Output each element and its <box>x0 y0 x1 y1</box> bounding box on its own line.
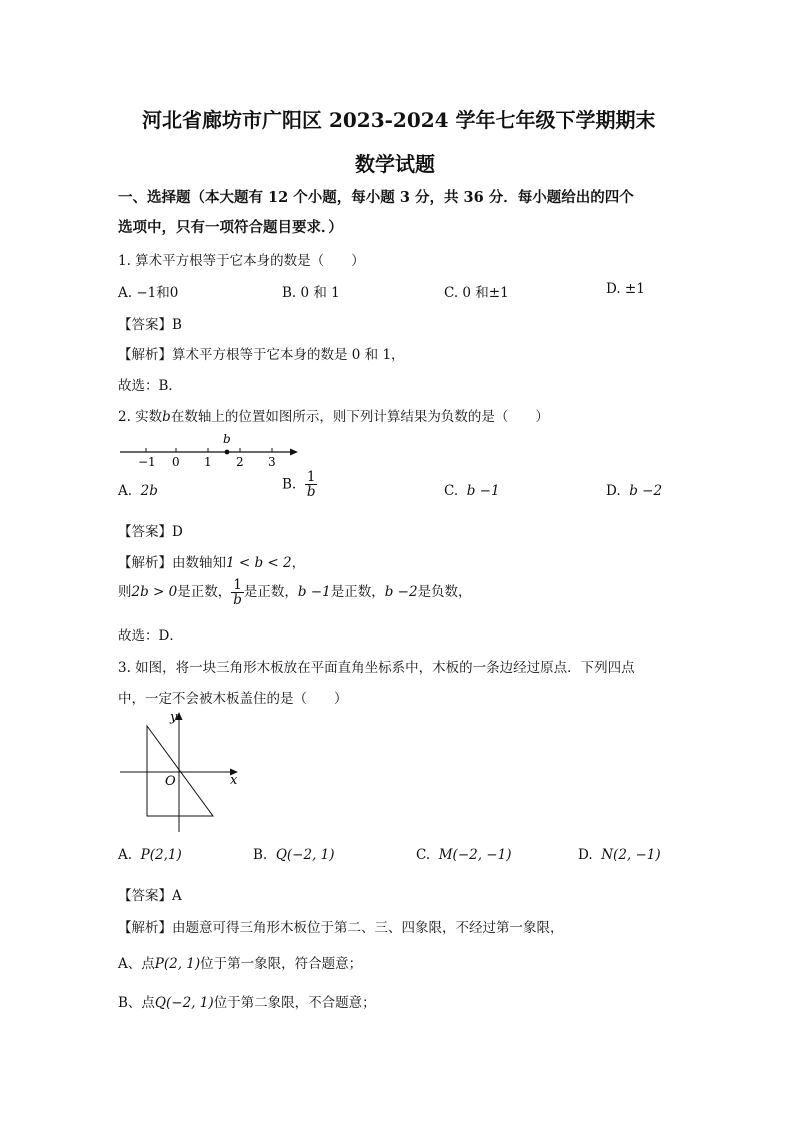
q2-analysis-line2 <box>118 578 472 607</box>
fraction-numerator: 1 <box>231 578 244 593</box>
y-axis-label: y <box>170 710 178 725</box>
analysis-math: 1 < b < 2 <box>226 555 292 571</box>
option-expr: M(−2, −1) <box>438 847 512 863</box>
fraction-numerator: 1 <box>305 470 318 485</box>
analysis-text: B、点 <box>118 995 155 1011</box>
analysis-text: A、点 <box>118 956 155 972</box>
option-expr: Q(−2, 1) <box>275 847 335 863</box>
option-fraction <box>305 470 318 499</box>
tick-label: 3 <box>268 455 276 469</box>
analysis-math: P(2, 1) <box>154 956 201 972</box>
q1-option-d: D. ±1 <box>606 281 645 297</box>
tick-label: 1 <box>204 455 212 469</box>
q3-answer: 【答案】A <box>118 888 182 904</box>
analysis-text: 位于第二象限，不合题意； <box>213 995 376 1011</box>
analysis-text: 则 <box>118 584 132 601</box>
number-line-figure <box>116 430 306 470</box>
option-label: D. <box>578 847 593 863</box>
analysis-text: ， <box>291 555 306 571</box>
q2-analysis <box>118 551 305 571</box>
tick-label: −1 <box>138 455 156 469</box>
q2-option-a <box>118 483 158 499</box>
q1-option-c: C. 0 和±1 <box>444 285 509 301</box>
analysis-text: 是负数， <box>417 584 472 601</box>
q3-analysis-b <box>118 991 376 1011</box>
origin-label: O <box>165 774 176 789</box>
analysis-text: 是正数， <box>177 584 232 601</box>
option-label: C. <box>444 483 459 499</box>
q3-option-a <box>118 847 182 863</box>
coordinate-plane-figure <box>116 708 250 836</box>
q2-conclusion: 故选：D． <box>118 628 183 644</box>
tick-label: 0 <box>172 455 180 469</box>
q3-analysis-a <box>118 952 362 972</box>
option-label: B. <box>282 476 297 493</box>
q1-option-b: B. 0 和 1 <box>282 285 340 301</box>
analysis-text: 位于第一象限，符合题意； <box>200 956 363 972</box>
fraction-denominator: b <box>306 484 316 501</box>
option-expr: b −1 <box>466 483 500 499</box>
analysis-math: Q(−2, 1) <box>154 995 214 1011</box>
q2-stem-var: b <box>162 409 171 425</box>
analysis-fraction <box>231 578 244 607</box>
option-label: B. <box>253 847 268 863</box>
number-line-point-label: b <box>223 432 231 446</box>
section-heading-cont: 选项中，只有一项符合题目要求．） <box>118 219 343 236</box>
q2-stem <box>118 405 549 425</box>
number-line-point <box>225 450 230 455</box>
analysis-math: 2b > 0 <box>131 584 178 601</box>
q3-analysis: 【解析】由题意可得三角形木板位于第二、三、四象限，不经过第一象限， <box>118 920 564 936</box>
analysis-text: 是正数， <box>243 584 298 601</box>
tick-label: 2 <box>236 455 244 469</box>
q1-answer: 【答案】B <box>118 317 182 333</box>
analysis-text: 【解析】由数轴知 <box>118 555 226 571</box>
option-expr: P(2,1) <box>140 847 182 863</box>
q2-option-d <box>606 483 662 499</box>
q3-option-d <box>578 847 661 863</box>
triangle-board <box>147 726 213 816</box>
section-heading: 一、选择题（本大题有 12 个小题，每小题 3 分，共 36 分．每小题给出的四个 <box>118 189 634 206</box>
q1-option-a: A. −1和0 <box>118 285 179 301</box>
page-subtitle: 数学试题 <box>355 152 435 176</box>
q2-stem-post: 在数轴上的位置如图所示，则下列计算结果为负数的是（ ） <box>170 409 549 425</box>
q1-stem: 1. 算术平方根等于它本身的数是（ ） <box>118 253 365 269</box>
q2-option-c <box>444 483 500 499</box>
q3-option-b <box>253 847 335 863</box>
q2-stem-pre: 2. 实数 <box>118 409 163 425</box>
option-label: C. <box>416 847 431 863</box>
option-label: D. <box>606 483 621 499</box>
analysis-math: b −1 <box>297 584 331 601</box>
x-axis-label: x <box>230 773 238 788</box>
page-title: 河北省廊坊市广阳区 2023-2024 学年七年级下学期期末 <box>142 108 656 132</box>
option-label: A. <box>118 847 133 863</box>
option-expr: N(2, −1) <box>601 847 661 863</box>
analysis-math: b −2 <box>384 584 418 601</box>
q3-stem-cont: 中，一定不会被木板盖住的是（ ） <box>118 691 348 707</box>
q2-option-b <box>282 470 317 499</box>
q2-answer: 【答案】D <box>118 524 183 540</box>
option-expr: b −2 <box>629 483 663 499</box>
q1-conclusion: 故选：B． <box>118 378 182 394</box>
option-expr: 2b <box>140 483 158 499</box>
q1-analysis: 【解析】算术平方根等于它本身的数是 0 和 1， <box>118 347 405 363</box>
analysis-text: 是正数， <box>330 584 385 601</box>
fraction-denominator: b <box>233 592 242 609</box>
q3-stem: 3. 如图，将一块三角形木板放在平面直角坐标系中，木板的一条边经过原点．下列四点 <box>118 660 635 676</box>
option-label: A. <box>118 483 133 499</box>
q3-option-c <box>416 847 511 863</box>
